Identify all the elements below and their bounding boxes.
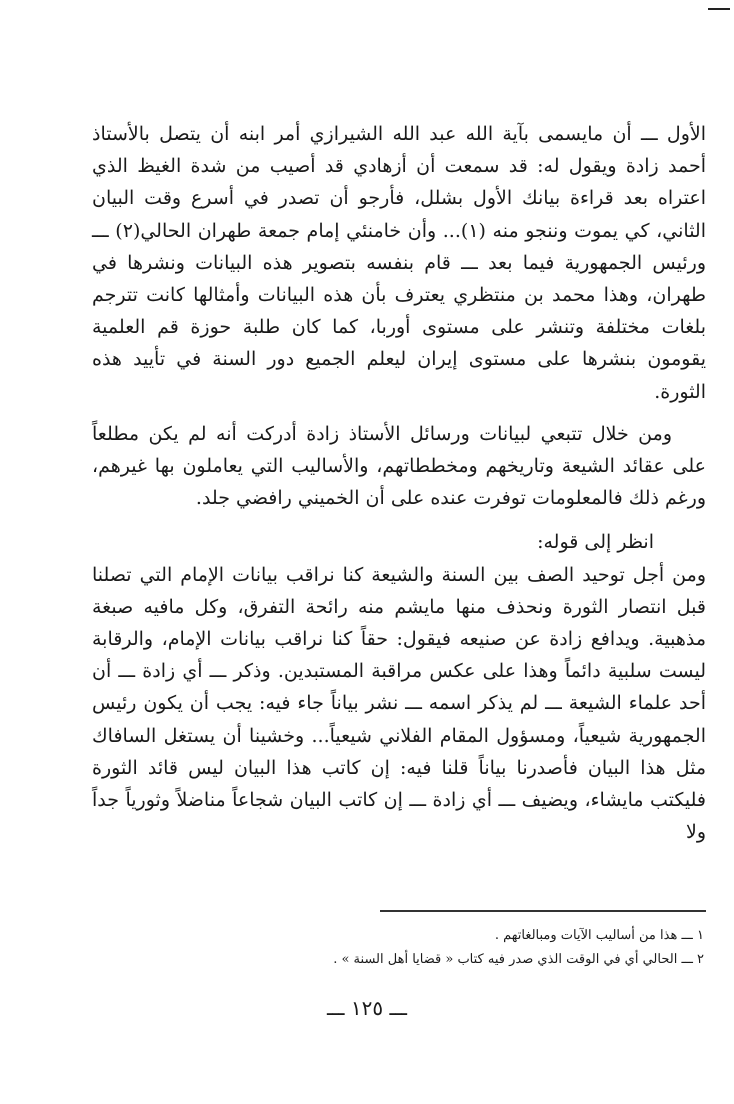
footnote-separator bbox=[380, 910, 706, 912]
footnote-2: ٢ ـــ الحالي أي في الوقت الذي صدر فيه كتاب « قضايا أهل السنة » . bbox=[333, 952, 704, 967]
page-number: ـــ ١٢٥ ـــ bbox=[326, 996, 408, 1020]
paragraph-1: الأول ـــ أن مايسمى بآية الله عبد الله الشيرازي أمر ابنه أن يتصل بالأستاذ أحمد زادة ويقول له: قد سمعت أن أزهادي قد أصيب من شدة الغيظ الذي اعتراه بعد قراءة بيانك الأول بشلل، فأرجو أن تصدر في أسرع وقت البيان الثاني، كي يموت وننجو منه (١)... وأن خامنئي إمام جمعة طهران الحالي(٢) ـــ ورئيس الجمهورية فيما بعد ـــ قام بنفسه بتصوير هذه البيانات ونشرها في طهران، وهذا محمد بن منتظري يعترف بأن هذه البيانات وأمثالها كانت تترجم بلغات مختلفة وتنشر على مستوى أوربا، كما كان طلبة حوزة قم العلمية يقومون بنشرها على مستوى إيران ليعلم الجميع دور السنة في تأييد هذه الثورة. bbox=[92, 123, 706, 403]
quote-intro: انظر إلى قوله: bbox=[537, 531, 654, 554]
page-body bbox=[92, 118, 706, 848]
paragraph-3: ومن أجل توحيد الصف بين السنة والشيعة كنا نراقب بيانات الإمام التي تصلنا قبل انتصار الثورة ونحذف منها مايشم منه رائحة التفرق، وكل مافيه صبغة مذهبية. ويدافع زادة عن صنيعه فيقول: حقاً كنا نراقب بيانات الإمام، والرقابة ليست سلبية دائماً وهذا على عكس مراقبة المستبدين. وذكر ـــ أي زادة ـــ أن أحد علماء الشيعة ـــ لم يذكر اسمه ـــ نشر بياناً جاء فيه: يجب أن يكون رئيس الجمهورية شيعياً، ومسؤول المقام الفلاني شيعياً... وخشينا أن يستغل السافاك مثل هذا البيان فأصدرنا بياناً قلنا فيه: إن كاتب هذا البيان ليس قائد الثورة فليكتب مايشاء، ويضيف ـــ أي زادة ـــ إن كاتب البيان شجاعاً مناضلاً وثورياً جداً ولا bbox=[92, 563, 706, 844]
footnote-1: ١ ـــ هذا من أساليب الآيات ومبالغاتهم . bbox=[494, 928, 704, 943]
footnotes bbox=[84, 924, 704, 972]
paragraph-2: ومن خلال تتبعي لبيانات ورسائل الأستاذ زادة أدركت أنه لم يكن مطلعاً على عقائد الشيعة وتاريخهم ومخططاتهم، والأساليب التي يعاملون بها غيرهم، ورغم ذلك فالمعلومات توفرت عنده على أن الخميني رافضي جلد. bbox=[92, 422, 706, 510]
corner-mark bbox=[708, 8, 730, 10]
